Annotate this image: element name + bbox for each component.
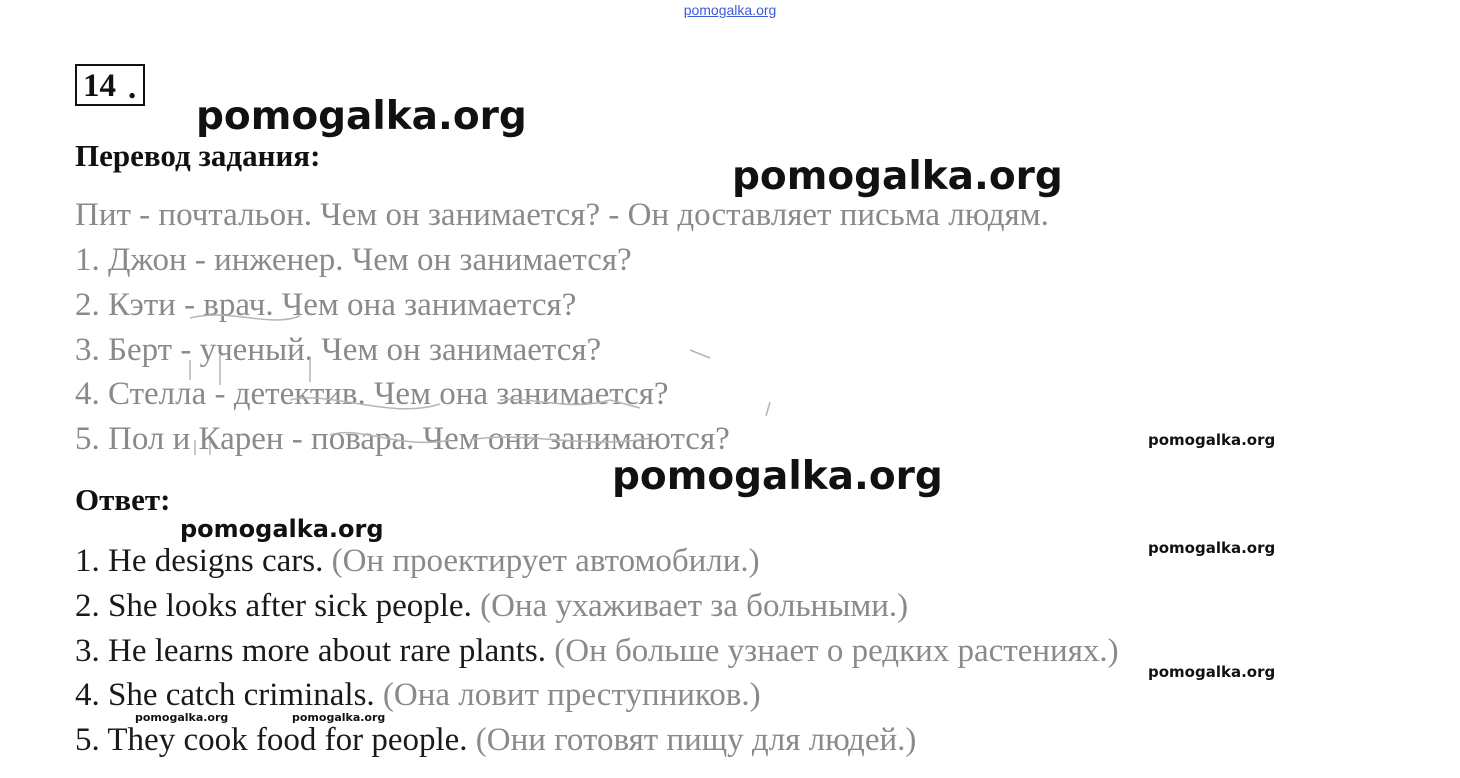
answer-item-2 (75, 588, 908, 625)
translation-heading: Перевод задания: (75, 138, 321, 173)
answer-item-1 (75, 543, 760, 580)
answer-text: 2. She looks after sick people. (75, 588, 472, 624)
translation-line-4: 4. Стелла - детектив. Чем она занимается? (75, 376, 669, 412)
answer-translation: (Она ухаживает за больными.) (480, 588, 909, 624)
translation-line-intro: Пит - почтальон. Чем он занимается? - Он доставляет письма людям. (75, 197, 1049, 233)
watermark: pomogalka.org (135, 711, 229, 724)
translation-line-2: 2. Кэти - врач. Чем она занимается? (75, 287, 577, 323)
answer-text: 4. She catch criminals. (75, 677, 375, 713)
translation-line-3: 3. Берт - ученый. Чем он занимается? (75, 332, 602, 368)
answer-item-3 (75, 633, 1119, 670)
watermark: pomogalka.org (196, 94, 527, 139)
watermark: pomogalka.org (292, 711, 386, 724)
translation-line-1: 1. Джон - инженер. Чем он занимается? (75, 242, 632, 278)
task-number-dot: . (128, 70, 137, 106)
watermark: pomogalka.org (1148, 431, 1276, 449)
answer-translation: (Он больше узнает о редких растениях.) (554, 633, 1119, 669)
answer-text: 5. They cook food for people. (75, 722, 468, 758)
watermark: pomogalka.org (180, 515, 384, 543)
translation-line-5: 5. Пол и Карен - повара. Чем они занимаются? (75, 421, 730, 457)
answer-item-4 (75, 677, 761, 714)
answer-heading: Ответ: (75, 482, 171, 517)
answer-text: 1. He designs cars. (75, 543, 324, 579)
watermark: pomogalka.org (1148, 663, 1276, 681)
answer-text: 3. He learns more about rare plants. (75, 633, 546, 669)
watermark: pomogalka.org (1148, 539, 1276, 557)
task-number: 14 (83, 68, 116, 104)
site-link[interactable]: pomogalka.org (683, 2, 777, 18)
answer-translation: (Она ловит преступников.) (382, 677, 761, 713)
answer-translation: (Они готовят пищу для людей.) (475, 722, 917, 758)
watermark: pomogalka.org (732, 154, 1063, 199)
answer-item-5 (75, 722, 916, 759)
answer-translation: (Он проектирует автомобили.) (331, 543, 760, 579)
watermark: pomogalka.org (612, 454, 943, 499)
scan-artifact (170, 300, 850, 460)
